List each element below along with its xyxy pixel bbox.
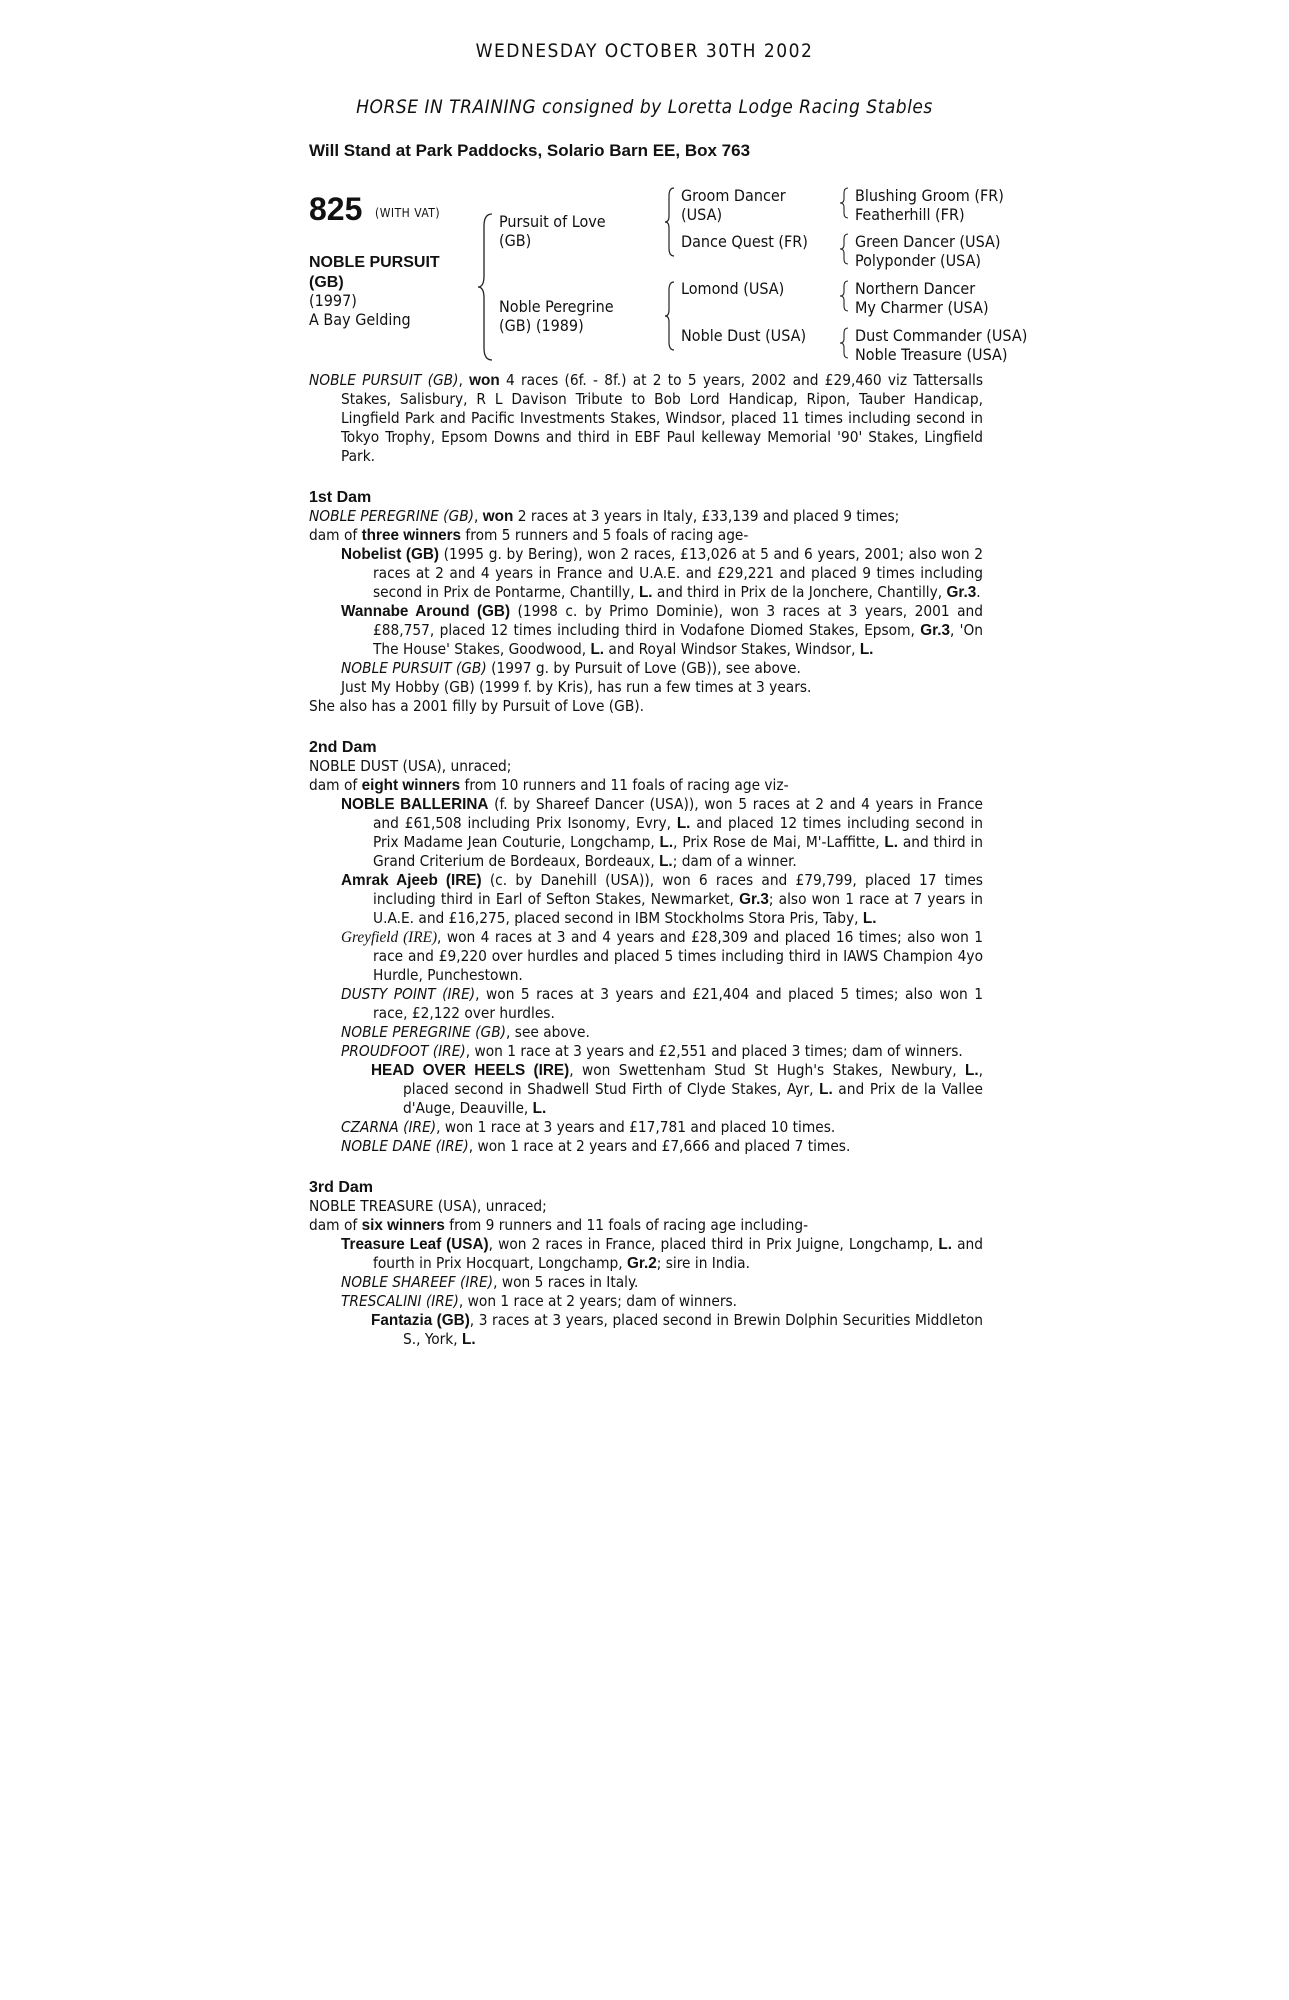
sale-date: WEDNESDAY OCTOBER 30TH 2002 [475,40,814,62]
produce-proudfoot: PROUDFOOT (IRE), won 1 race at 3 years and £2,551 and placed 3 times; dam of winners. [341,1042,963,1060]
produce-fantazia: Fantazia (GB), 3 races at 3 years, placed second in Brewin Dolphin Securities Middleton S., York, L. [371,1311,983,1348]
third-dam-text: NOBLE TREASURE (USA), unraced; dam of six winners from 9 runners and 11 foals of racing age including- [309,1197,809,1234]
pedigree-gg1: Blushing Groom (FR) [855,186,1004,205]
horse-year: (1997) [309,291,357,310]
pedigree-brace-sire [663,186,677,258]
pedigree-brace-gg4 [838,326,850,360]
produce-amrak-ajeeb: Amrak Ajeeb (IRE) (c. by Danehill (USA)), won 6 races and £79,799, placed 17 times including third in Earl of Sefton Stakes, Newmarket, Gr.3; also won 1 race at 7 years in U.A.E. and £16,275, placed second in IBM Stockholms Stora Pris, Taby, L. [341,871,983,927]
pedigree-sire-sire: Groom Dancer (USA) [681,186,786,224]
produce-nobelist: Nobelist (GB) (1995 g. by Bering), won 2 races, £13,026 at 5 and 6 years, 2001; also won 2 races at 2 and 4 years in France and U.A.E. and £29,221 and placed 9 times including second in Prix de Pontarme, Chantilly, L. and third in Prix de la Jonchere, Chantilly, Gr.3. [341,545,983,601]
pedigree-brace-gg1 [838,186,850,220]
produce-just-my-hobby: Just My Hobby (GB) (1999 f. by Kris), has run a few times at 3 years. [341,678,812,696]
produce-noble-pursuit: NOBLE PURSUIT (GB) (1997 g. by Pursuit of Love (GB)), see above. [341,659,801,677]
consignment-title: HORSE IN TRAINING consigned by Loretta Lodge Racing Stables [356,96,933,118]
pedigree-gg3: Green Dancer (USA) [855,232,1001,251]
produce-dusty-point: DUSTY POINT (IRE), won 5 races at 3 years and £21,404 and placed 5 times; also won 1 race, £2,122 over hurdles. [341,985,984,1022]
third-dam-heading: 3rd Dam [309,1179,374,1196]
pedigree-brace-dam [663,280,677,352]
pedigree-gg7: Dust Commander (USA) [855,326,1028,345]
produce-wannabe-around: Wannabe Around (GB) (1998 c. by Primo Dominie), won 3 races at 3 years, 2001 and £88,757, placed 12 times including third in Vodafone Diomed Stakes, Epsom, Gr.3, 'On The House' Stakes, Goodwood, L. and Royal Windsor Stakes, Windsor, L. [341,602,983,658]
catalogue-body [309,371,983,1349]
race-record: NOBLE PURSUIT (GB), won 4 races (6f. - 8f.) at 2 to 5 years, 2002 and £29,460 viz Tattersalls Stakes, Salisbury, R L Davison Tribute to Bob Lord Handicap, Ripon, Tauber Handicap, Lingfield Park and Pacific Investments Stakes, Windsor, placed 11 times including second in Tokyo Trophy, Epsom Downs and third in EBF Paul kelleway Memorial '90' Stakes, Lingfield Park. [309,371,983,465]
produce-head-over-heels: HEAD OVER HEELS (IRE), won Swettenham Stud St Hugh's Stakes, Newbury, L., placed second in Shadwell Stud Firth of Clyde Stakes, Ayr, L. and Prix de la Vallee d'Auge, Deauville, L. [371,1061,984,1117]
produce-greyfield: Greyfield (IRE), won 4 races at 3 and 4 years and £28,309 and placed 16 times; also won 1 race and £9,220 over hurdles and placed 5 times including third in IAWS Champion 4yo Hurdle, Punchestown. [341,928,983,984]
pedigree-dam-dam: Noble Dust (USA) [681,326,807,345]
pedigree-brace-main [476,212,496,362]
produce-trescalini: TRESCALINI (IRE), won 1 race at 2 years; dam of winners. [341,1292,738,1310]
produce-noble-ballerina: NOBLE BALLERINA (f. by Shareef Dancer (USA)), won 5 races at 2 and 4 years in France and £61,508 including Prix Isonomy, Evry, L. and placed 12 times including second in Prix Madame Jean Couturie, Longchamp, L., Prix Rose de Mai, M'-Laffitte, L. and third in Grand Criterium de Bordeaux, Bordeaux, L.; dam of a winner. [341,795,983,870]
pedigree-brace-gg2 [838,232,850,266]
first-dam-text: NOBLE PEREGRINE (GB), won 2 races at 3 years in Italy, £33,139 and placed 9 times; dam of three winners from 5 runners and 5 foals of racing age- [309,507,900,544]
produce-noble-peregrine: NOBLE PEREGRINE (GB), see above. [341,1023,590,1041]
horse-name: NOBLE PURSUIT (GB) [309,254,440,291]
stand-location: Will Stand at Park Paddocks, Solario Barn EE, Box 763 [309,141,751,160]
horse-description: A Bay Gelding [309,310,411,329]
pedigree-gg4: Polyponder (USA) [855,251,982,270]
vat-note: (WITH VAT) [375,206,441,220]
produce-treasure-leaf: Treasure Leaf (USA), won 2 races in France, placed third in Prix Juigne, Longchamp, L. and fourth in Prix Hocquart, Longchamp, Gr.2; sire in India. [341,1235,984,1272]
second-dam-heading: 2nd Dam [309,739,377,756]
pedigree-dam-sire: Lomond (USA) [681,279,785,298]
pedigree-gg2: Featherhill (FR) [855,205,965,224]
second-dam-text: NOBLE DUST (USA), unraced; dam of eight winners from 10 runners and 11 foals of racing age viz- [309,757,789,794]
pedigree-sire-dam: Dance Quest (FR) [681,232,808,251]
lot-number: 825 [309,191,363,227]
first-dam-heading: 1st Dam [309,489,372,506]
pedigree-dam: Noble Peregrine (GB) (1989) [499,297,614,335]
pedigree-sire: Pursuit of Love (GB) [499,212,606,250]
produce-noble-shareef: NOBLE SHAREEF (IRE), won 5 races in Italy. [341,1273,639,1291]
pedigree-gg8: Noble Treasure (USA) [855,345,1008,364]
horse-meta [309,291,411,329]
produce-noble-dane: NOBLE DANE (IRE), won 1 race at 2 years and £7,666 and placed 7 times. [341,1137,851,1155]
produce-czarna: CZARNA (IRE), won 1 race at 3 years and £17,781 and placed 10 times. [341,1118,836,1136]
pedigree-brace-gg3 [838,279,850,313]
pedigree-gg6: My Charmer (USA) [855,298,989,317]
pedigree-gg5: Northern Dancer [855,279,976,298]
first-dam-filly: She also has a 2001 filly by Pursuit of Love (GB). [309,697,645,715]
